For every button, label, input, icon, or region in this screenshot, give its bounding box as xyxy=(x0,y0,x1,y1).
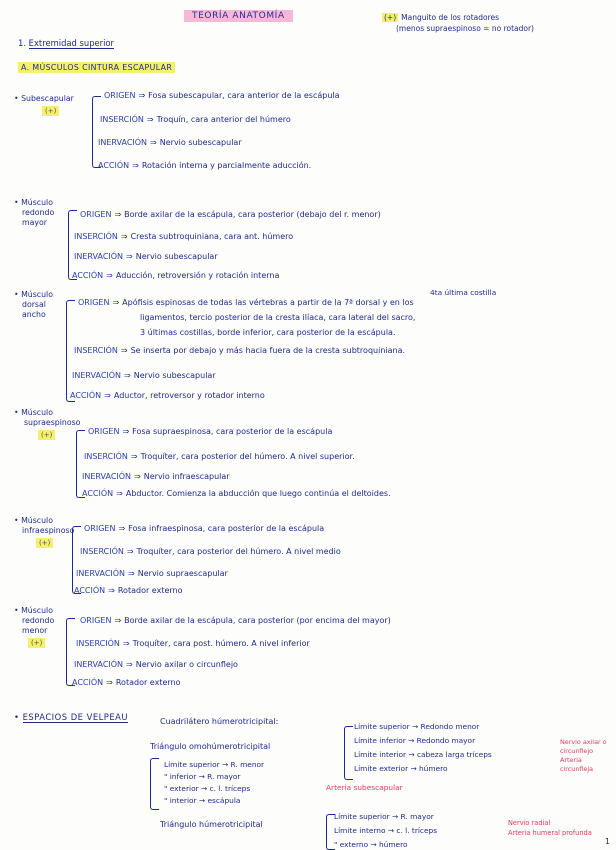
muscle-redondo-menor-label: • Músculo redondo menor (+) xyxy=(14,606,55,647)
cuad-red-notes xyxy=(560,738,610,774)
brace xyxy=(76,430,85,498)
row-accion: ACCIÓN ⇒ Aductor, retroversor y rotador interno xyxy=(70,391,265,400)
section-1-heading xyxy=(18,38,114,48)
tri-hum-limit: Límite superior → R. mayor xyxy=(334,812,434,821)
row-insercion: INSERCIÓN ⇒ Troquíter, cara posterior del húmero. A nivel medio xyxy=(80,547,341,556)
top-note-line1: Manguito de los rotadores xyxy=(401,13,500,22)
cuad-limit: Límite exterior → húmero xyxy=(354,764,448,773)
row-inervacion: INERVACIÓN ⇒ Nervio subescapular xyxy=(74,252,218,261)
row-origen: ORIGEN ⇒ Fosa subescapular, cara anterior de la escápula xyxy=(104,91,340,100)
row-accion: ACCIÓN ⇒ Rotación interna y parcialmente aducción. xyxy=(98,161,312,170)
muscle-name-line: Subescapular xyxy=(21,94,74,103)
row-accion: ACCIÓN ⇒ Rotador externo xyxy=(72,678,181,687)
top-note xyxy=(382,12,534,34)
section-1-title: Extremidad superior xyxy=(28,38,115,48)
tri-hum-limit: " externo → húmero xyxy=(334,840,408,849)
tri-hum-limit: Límite interno → c. l. tríceps xyxy=(334,826,438,835)
tri-hum-red-nerve: Nervio radial xyxy=(508,819,551,827)
cuad-limit: Límite interior → cabeza larga tríceps xyxy=(354,750,492,759)
brace xyxy=(344,726,353,780)
row-origen: ORIGEN ⇒ Borde axilar de la escápula, cara posterior (por encima del mayor) xyxy=(80,616,391,625)
tri-omo-limit: " interior → escápula xyxy=(164,796,241,805)
muscle-supraespinoso-label: • Músculo supraespinoso (+) xyxy=(14,408,81,439)
row-insercion: INSERCIÓN ⇒ Cresta subtroquiniana, cara ant. húmero xyxy=(74,232,294,241)
row-inervacion: INERVACIÓN ⇒ Nervio supraescapular xyxy=(76,569,228,578)
row-origen: ORIGEN ⇒ Fosa infraespinosa, cara posterior de la escápula xyxy=(84,524,325,533)
row-inervacion: INERVACIÓN ⇒ Nervio subescapular xyxy=(98,138,242,147)
tri-omo-limit: Límite superior → R. menor xyxy=(164,760,265,769)
muscle-dorsal-ancho-label: • Músculo dorsal ancho xyxy=(14,290,53,319)
brace xyxy=(68,210,77,280)
row-accion: ACCIÓN ⇒ Aducción, retroversión y rotación interna xyxy=(72,271,280,280)
brace xyxy=(66,618,75,686)
row-origen: ORIGEN ⇒ Fosa supraespinosa, cara posterior de la escápula xyxy=(88,427,333,436)
row-insercion: INSERCIÓN ⇒ Troquíter, cara post. húmero. A nivel inferior xyxy=(76,639,310,648)
cuadrilatero-label: Cuadrilátero húmerotricipital: xyxy=(160,717,279,726)
page-number: 1 xyxy=(604,837,610,846)
triangulo-omo-label: Triángulo omohúmerotricipital xyxy=(150,742,271,751)
tri-hum-red-artery: Arteria humeral profunda xyxy=(508,829,592,837)
section-1-number: 1. xyxy=(18,38,26,48)
subsection-a-heading: A. MÚSCULOS CINTURA ESCAPULAR xyxy=(18,62,175,73)
muscle-infraespinoso-label: • Músculo infraespinoso (+) xyxy=(14,516,75,547)
brace xyxy=(72,526,81,594)
rotator-marker: (+) xyxy=(384,13,397,22)
side-note: 4ta última costilla xyxy=(430,288,497,297)
muscle-redondo-mayor-label: • Músculo redondo mayor xyxy=(14,198,55,227)
cuad-limit: Límite superior → Redondo menor xyxy=(354,722,480,731)
cuad-red-artery: Arteria circunfleja xyxy=(560,756,594,773)
row-inervacion: INERVACIÓN ⇒ Nervio subescapular xyxy=(72,371,216,380)
row-accion: ACCIÓN ⇒ Rotador externo xyxy=(74,586,183,595)
tri-hum-red-notes xyxy=(508,818,592,838)
tri-omo-limit: " exterior → c. l. tríceps xyxy=(164,784,251,793)
cuad-limit: Límite inferior → Redondo mayor xyxy=(354,736,476,745)
top-note-line2: (menos supraespinoso = no rotador) xyxy=(396,24,534,33)
row-inervacion: INERVACIÓN ⇒ Nervio infraescapular xyxy=(82,472,230,481)
row-insercion: INSERCIÓN ⇒ Troquíter, cara posterior del húmero. A nivel superior. xyxy=(84,452,355,461)
row-origen-cont: ligamentos, tercio posterior de la cresta ilíaca, cara lateral del sacro, xyxy=(140,313,416,322)
brace xyxy=(150,758,159,810)
brace xyxy=(92,96,101,168)
row-origen-cont: 3 últimas costillas, borde inferior, cara posterior de la escápula. xyxy=(140,328,396,337)
row-origen: ORIGEN ⇒ Apófisis espinosas de todas las vértebras a partir de la 7ª dorsal y en los xyxy=(78,298,414,307)
section-2-heading: • ESPACIOS DE VELPEAU xyxy=(14,712,128,722)
row-origen: ORIGEN ⇒ Borde axilar de la escápula, cara posterior (debajo del r. menor) xyxy=(80,210,381,219)
rotator-tag: (+) xyxy=(42,106,59,116)
row-accion: ACCIÓN ⇒ Abductor. Comienza la abducción que luego continúa el deltoides. xyxy=(82,489,391,498)
muscle-subescapular-label: • Subescapular (+) xyxy=(14,94,74,115)
page-title: TEORÍA ANATOMÍA xyxy=(184,10,293,22)
tri-omo-red: Arteria subescapular xyxy=(326,783,403,792)
tri-omo-limit: " inferior → R. mayor xyxy=(164,772,241,781)
triangulo-hum-label: Triángulo húmerotricipital xyxy=(160,820,263,829)
row-inervacion: INERVACIÓN ⇒ Nervio axilar o circunflejo xyxy=(74,660,238,669)
row-insercion: INSERCIÓN ⇒ Troquín, cara anterior del húmero xyxy=(100,115,291,124)
cuad-red-nerve: Nervio axilar o circunflejo xyxy=(560,738,607,755)
row-insercion: INSERCIÓN ⇒ Se inserta por debajo y más hacia fuera de la cresta subtroquiniana. xyxy=(74,346,406,355)
